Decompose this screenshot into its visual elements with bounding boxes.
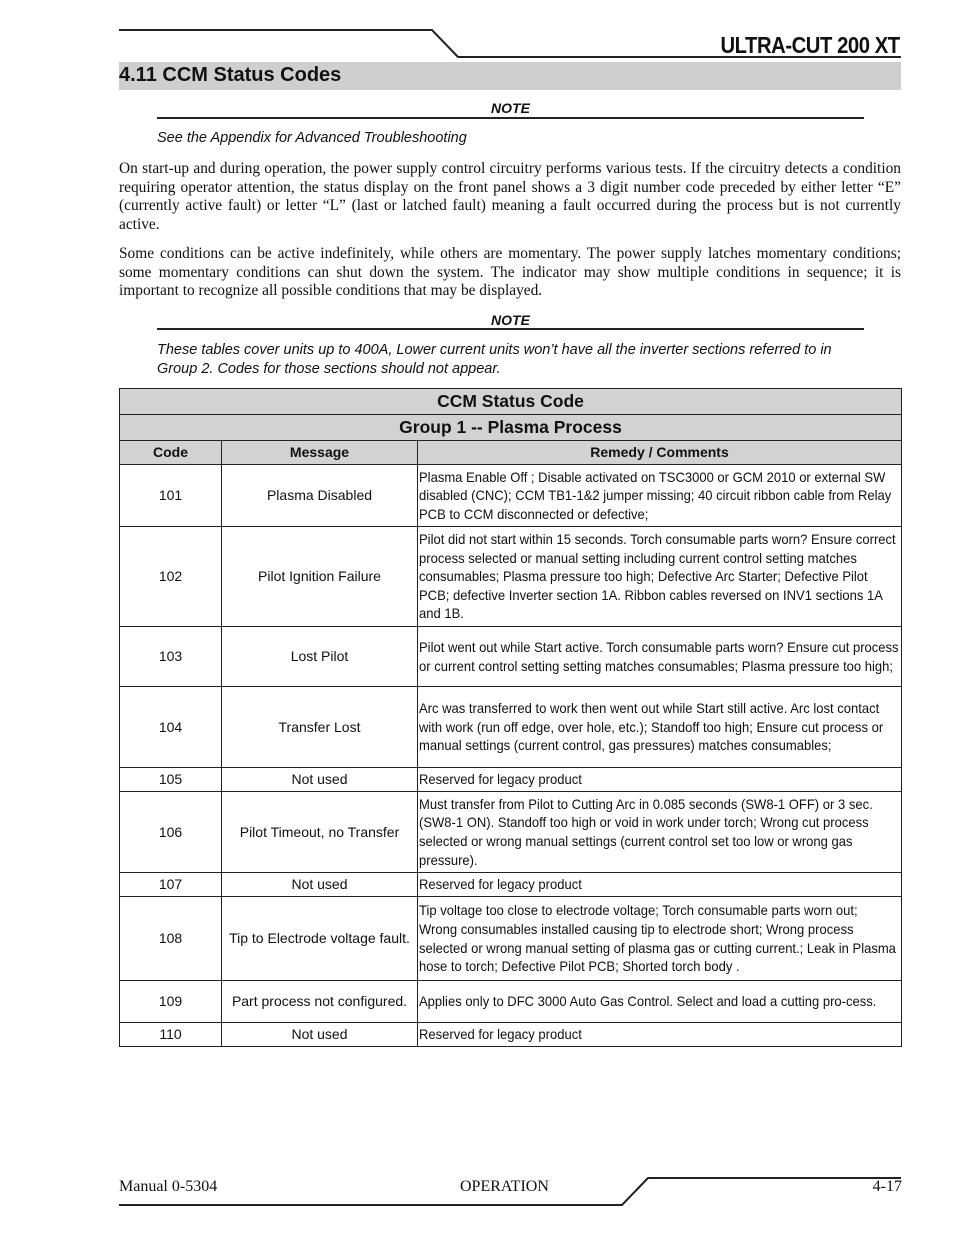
remedy-text: Pilot went out while Start active. Torch consumable parts worn? Ensure cut process or current control setting setting matches consumables; Plasma pressure too high;	[419, 638, 899, 674]
remedy-cell	[418, 792, 902, 873]
paragraph: On start-up and during operation, the power supply control circuitry performs various tests. If the circuitry detects a condition requiring operator attention, the status display on the front panel shows a 3 digit number code preceded by either letter “E” (currently active fault) or letter “L” (last or latched fault) meaning a fault occurred during the process but is not currently active.	[119, 160, 901, 233]
manual-number: Manual 0-5304	[119, 1178, 218, 1195]
note-rule	[157, 117, 864, 119]
page-number: 4-17	[872, 1178, 902, 1195]
note-label: NOTE	[491, 312, 530, 328]
remedy-text: Must transfer from Pilot to Cutting Arc in 0.085 seconds (SW8-1 OFF) or 3 sec. (SW8-1 ON). Standoff too high or void in work under torch; Wrong cut process selected or wrong manual settings (current control set too low or wrong gas pressure).	[419, 795, 873, 868]
paragraph: Some conditions can be active indefinitely, while others are momentary. The power supply latches momentary conditions; some momentary conditions can shut down the system. The indicator may show multiple conditions in sequence; it is important to recognize all possible conditions that may be displayed.	[119, 245, 901, 300]
message-cell: Tip to Electrode voltage fault.	[222, 897, 418, 981]
message-cell: Not used	[222, 1023, 418, 1047]
footer-section: OPERATION	[460, 1178, 549, 1195]
remedy-cell	[418, 873, 902, 897]
remedy-text: Arc was transferred to work then went out while Start still active. Arc lost contact with work (run off edge, over hole, etc.); Standoff too high; Ensure cut process or manual settings (current control, gas pressures) matches consumables;	[419, 700, 884, 754]
remedy-cell	[418, 1023, 902, 1047]
remedy-text: Applies only to DFC 3000 Auto Gas Control. Select and load a cutting pro-cess.	[419, 993, 877, 1010]
remedy-text: Tip voltage too close to electrode voltage; Torch consumable parts worn out; Wrong consumables installed causing tip to electrode short; Wrong process selected or wrong manual setting of plasma gas or cutting current.; Leak in Plasma hose to torch; Defective Pilot PCB; Shorted torch body .	[419, 902, 896, 975]
table-row	[120, 687, 902, 768]
remedy-cell	[418, 687, 902, 768]
remedy-text: Reserved for legacy product	[419, 771, 582, 788]
product-title: ULTRA-CUT 200 XT	[720, 32, 900, 58]
message-cell: Part process not configured.	[222, 981, 418, 1023]
table-row	[120, 873, 902, 897]
code-cell: 106	[120, 792, 222, 873]
table-row	[120, 981, 902, 1023]
message-cell: Not used	[222, 768, 418, 792]
remedy-text: Pilot did not start within 15 seconds. Torch consumable parts worn? Ensure correct process selected or manual setting including current control setting matches consumables; Plasma pressure too high; Defective Arc Starter; Defective Pilot PCB; defective Inverter section 1A. Ribbon cables reversed on INV1 sections 1A and 1B.	[419, 531, 896, 622]
note-text: These tables cover units up to 400A, Lower current units won’t have all the inverter sections referred to in Group 2. Codes for those sections should not appear.	[157, 342, 832, 377]
note-label: NOTE	[491, 100, 530, 116]
remedy-text: Plasma Enable Off ; Disable activated on TSC3000 or GCM 2010 or external SW disabled (CNC); CCM TB1-1&2 jumper missing; 40 circuit ribbon cable from Relay PCB to CCM disconnected or defective;	[419, 468, 892, 522]
table-title-row	[120, 389, 902, 415]
code-cell: 103	[120, 627, 222, 687]
table-row	[120, 1023, 902, 1047]
column-header-message: Message	[222, 441, 418, 465]
code-cell: 104	[120, 687, 222, 768]
code-cell: 109	[120, 981, 222, 1023]
code-cell: 110	[120, 1023, 222, 1047]
remedy-cell	[418, 897, 902, 981]
note-rule	[157, 328, 864, 330]
table-header-row	[120, 441, 902, 465]
message-cell: Pilot Ignition Failure	[222, 527, 418, 627]
code-cell: 107	[120, 873, 222, 897]
section-title: 4.11 CCM Status Codes	[119, 64, 342, 86]
section-heading-bar	[119, 62, 901, 90]
code-cell: 101	[120, 465, 222, 527]
remedy-cell	[418, 981, 902, 1023]
table-row	[120, 768, 902, 792]
note-text: See the Appendix for Advanced Troubleshooting	[157, 130, 467, 146]
remedy-cell	[418, 768, 902, 792]
code-cell: 102	[120, 527, 222, 627]
table-row	[120, 527, 902, 627]
table-title: CCM Status Code	[120, 389, 902, 415]
remedy-cell	[418, 465, 902, 527]
remedy-cell	[418, 627, 902, 687]
message-cell: Not used	[222, 873, 418, 897]
remedy-text: Reserved for legacy product	[419, 1026, 582, 1043]
table-group-title: Group 1 -- Plasma Process	[120, 415, 902, 441]
message-cell: Plasma Disabled	[222, 465, 418, 527]
remedy-text: Reserved for legacy product	[419, 876, 582, 893]
table-row	[120, 627, 902, 687]
column-header-remedy: Remedy / Comments	[418, 441, 902, 465]
table-row	[120, 465, 902, 527]
message-cell: Transfer Lost	[222, 687, 418, 768]
code-cell: 105	[120, 768, 222, 792]
remedy-cell	[418, 527, 902, 627]
table-row	[120, 897, 902, 981]
message-cell: Pilot Timeout, no Transfer	[222, 792, 418, 873]
code-cell: 108	[120, 897, 222, 981]
message-cell: Lost Pilot	[222, 627, 418, 687]
ccm-status-table	[119, 388, 902, 1047]
table-row	[120, 792, 902, 873]
table-group-row	[120, 415, 902, 441]
column-header-code: Code	[120, 441, 222, 465]
